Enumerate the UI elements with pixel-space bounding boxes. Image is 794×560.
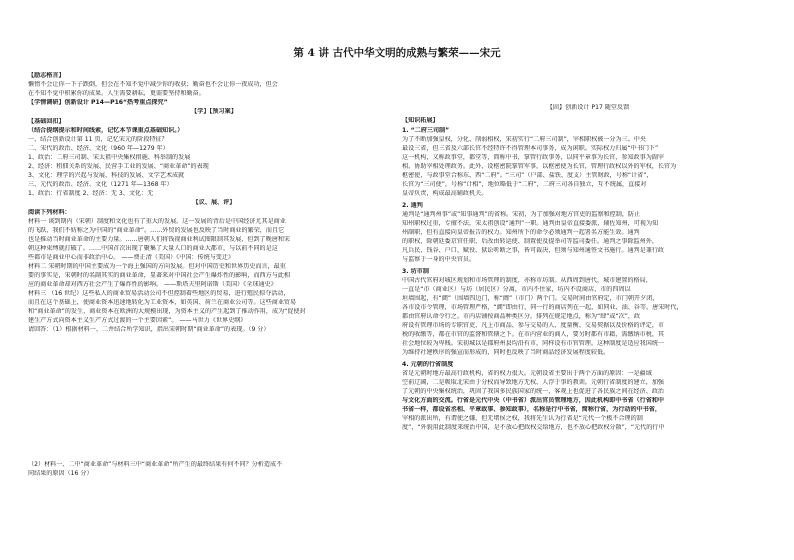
right-text-line: 【固】创新设计 P17 随堂反馈	[546, 104, 630, 111]
right-text-line: 书省一样，都设省丞相、平章政事、参知政事），名称是行中书省，简称行省，为行动的中书省，	[402, 406, 661, 413]
left-text-line: 和“商业革命”的发生，商业资本在欧洲的大规模出现，为资本主义的产生起到了推动作用，成为“促使封	[28, 308, 306, 315]
right-text-line: 枢密使，与政事堂合称东、西“二府”。“三司”（户部、盐铁、度支）主管财政，号称“计省”，	[402, 172, 653, 179]
left-text-line: 阅读下列材料：	[28, 209, 71, 216]
left-text-line: 1、政治：二府三司制、宋太祖中央集权措施、科举制的发展	[28, 154, 191, 161]
left-text-line: 三、元代的政治、经济、文化（1271 年—1368 年）	[28, 181, 173, 188]
right-text-line: 4. 元朝的行省制度	[402, 361, 454, 368]
left-text-line: 请回答：（1）根据材料一、二并结合所学知识，指出宋朝时期“商业革命”的表现。（9 分）	[28, 326, 270, 333]
right-text-line: 1. “二府三司制”	[402, 127, 450, 134]
left-text-line: （2）材料一、二中“商业革命”与材料三中“商业革命”所产生的最终结果有何不同？分析造成不	[28, 461, 283, 468]
right-text-line: 宰相的派出所，有谓使之嫌，但无堵侯之权，我将先生认为行省是“元代一个极不合理的制	[402, 415, 643, 422]
left-text-line: 【议、展、评】	[192, 199, 236, 206]
right-text-line: 府设有管理市场的专职官吏，凡上市商品、参与交易的人、度量衡、交易契据以及价格的评定，市	[402, 322, 665, 329]
left-text-line: 【励志格言】	[28, 72, 65, 79]
right-text-line: 为维持社建秩序的强宣而形成的，同时也反映了当时商品经济发展程度较低。	[402, 349, 610, 356]
left-text-line: 建生产方式向资本主义生产方式过渡的一个主要因素”。 ——马世力《世界史纲》	[28, 317, 247, 324]
right-text-line: 度”，“外貌用此制度来统治中国，是不放心把政权交给地方，也不放心把政权分散”，“元代的行中	[402, 424, 665, 431]
right-text-line: 垣墙围起，有“阛”（围墙四边门，称“阓”（市门）两个门。交易时间由官府定，市门朝开夕闭，	[402, 295, 659, 302]
right-text-line: 省是元朝时地方最高行政机构，省的权力很大。元朝设省主要出于两个方面的原因：一是疆域	[402, 370, 652, 377]
left-text-line: 也是推动当时商业革命的主要力量。……唐朝人们将钱视商业利试图限制其发展，但到了晚唐和宋	[28, 236, 291, 243]
right-text-line: 【知识拓展】	[402, 117, 439, 124]
right-text-line: 一直是“市（商业区）与坊（居民区）分离，市内不住家，坊内不设商店，市的四周以	[402, 286, 631, 293]
right-text-line: 空前辽阔，二是吸取北宋由于分权而导致地方无权、人浮于事的教训。元朝行省制度的建立，加强	[402, 379, 665, 386]
right-text-line: 这一机构，又称政事堂，都堂等，简称中书，掌管行政事务，以同平章事为长官，参知政事为副宰	[402, 154, 665, 161]
left-text-line: 在不知不觉中积累你的成果。人生需要耕耘，更需要坚持和勤奋。	[28, 90, 205, 97]
left-text-line: 【基础回扣】	[28, 118, 65, 125]
left-text-line: 2、经济：租佃关系的发展、民营手工业的发展、“商业革命”的表现	[28, 163, 209, 170]
left-text-line: （结合提纲提示和时间线索，记忆本节课重点基础知识。）	[28, 127, 184, 134]
left-text-line: 而且在这个基础上，使商业资本迅速地转化为工业资本，如英国、荷兰在商业公司等。这些商业贸易	[28, 299, 297, 306]
left-text-line: 【学】【预习案】	[191, 108, 237, 115]
right-text-line: 与监察于一身的中央官员。	[402, 256, 476, 263]
right-text-line: 税的收缴等，都在市官的监督和管辖之下。在市内营业的商人，要另时都有市籍，需缴纳市税，其	[402, 331, 665, 338]
right-text-line: 2. 通判	[402, 202, 423, 209]
left-text-line: 些都市是商业中心而非政治中心。 ——费正清（美国）《中国：传统与变迁》	[28, 254, 235, 261]
right-text-line: 与文化方面的交流。行省是元代中央（中书省）派出官员管理地方，因此机构即中书省（行省和中	[402, 397, 665, 404]
left-text-line: 材料一 谈到期内（宋朝）制度和文化也有了重大的发展。这一发展的背后是中国经济尤其是商业	[28, 218, 286, 225]
left-text-line: 一、结合创新设计第 11 页，记忆宋元的阶段特征？	[28, 136, 168, 143]
left-text-line: 材料二 宋朝时期的中国主要成为一个海上强国的方向发展。但对中国历史和世界历史而言，最重	[28, 263, 286, 270]
left-text-line: 懒惰不会让你一下子跌倒，但会在不知不觉中减少你的收获；勤奋也不会让你一夜成功，但会	[28, 81, 278, 88]
right-text-line: 相，协助宰相处理政务。此外，设枢密院掌管军事，以枢密使为长官，管理行政权以外的军权，长官为	[402, 163, 677, 170]
left-text-line: 1、政治：行省制度 2、经济：无 3、文化：无	[28, 190, 154, 197]
left-text-line: 二、宋代的政治、经济、文化（960 年—1279 年）	[28, 145, 169, 152]
right-text-line: 皇帝负责，构成最高辅政机关。	[402, 190, 488, 197]
left-text-line: 【学情调研】创新设计 P14—P16“热考重点探究”	[28, 99, 168, 106]
right-text-line: 中国古代官府对城区规划和市场管理的制度，亦称市坊制。从西周到唐代，城市建置的格局，	[402, 277, 652, 284]
right-text-line: 知州职权过重，专擅不法，宋太祖创设“通判”一职。通判由皇帝直接委派，辅佐知州，可视为知	[402, 220, 659, 227]
right-text-line: 长官为“三司使”，号称“计相”，地位略低于“二府”，二府三司各自独立，互不统属，直接对	[402, 181, 647, 188]
left-text-line: 的飞跃，我们不妨称之为中国的“商业革命”。……外贸的发展也反映了当时商业的繁荣，而且它	[28, 227, 285, 234]
left-text-line: 要的事实是，宋朝时的名副其实的商业革命，显著来对中国社会产生爆炸性的影响，而西方与此相	[28, 272, 291, 279]
right-text-line: 最设三省，但三省及六部长官不经特许不得管理本司事务，成为闲职。实际权力归属“中书门下”	[402, 145, 659, 152]
right-text-line: 各市设市令管理，市场管理严格，“阛”即由行，同一行的商店列在一起，如同业、油、谷等。唐宋时代，	[402, 304, 683, 311]
right-text-line: 通判是“通判州事”或“知事通判”的省称。宋初，为了加强对地方官吏的监察和控制，防止	[402, 211, 641, 218]
left-text-line: 3、文化：理学的兴起与发展、科技的发展、文学艺术成就	[28, 172, 185, 179]
right-text-line: 的职权，除朝廷委京官任职，后改由转运使、制置使及提举司等监司委任。通判之事除监州外，	[402, 238, 658, 245]
left-text-line: 应的商业革命却对西方社会产生了爆炸性的影响。 ——斯塔夫里阿诺斯（美国）《全球通史》	[28, 281, 277, 288]
right-text-line: 州副职，但有直接向皇帝报告的权力。知州所下的命令必须通判一起署名方能生效。通判	[402, 229, 640, 236]
left-text-line: 朝这种束缚就打破了。……中国首次出现了聚集了大量人口的商业大都市，与以前不同的是这	[28, 245, 278, 252]
right-text-line: 为了不断加强皇权，分化、削弱相权，宋初实行“二府三司制”，宰相职权被一分为三。中央	[402, 136, 646, 143]
right-text-line: 都由官府认命令行之。市内店铺按商品种类区分，排列在规定地点，称为“肆”或“次”，政	[402, 313, 641, 320]
right-text-line: 了元朝的中央集权统治，巩固了我国多民族国家的统一，客观上也促进了各民族之间在经济、政治	[402, 388, 665, 395]
right-text-line: 社会地位较为卑贱。宋初城以是郡府州县均沿有市，同样设有市官管理。这种制度是适应我国统一	[402, 340, 665, 347]
page-title: 第 4 讲 古代中华文明的成熟与繁荣——宋元	[293, 47, 501, 59]
left-text-line: 材料三 （16 世纪）这些私人的商业贸易活动公司不但控制着些地区的贸易，进行殖民掠夺活动，	[28, 290, 290, 297]
right-text-line: 3. 坊市制	[402, 268, 429, 275]
right-text-line: 凡兵民、钱谷、户口、赋役、狱讼听断之事，皆可裁决，但须与知州通签文书施行。通判是兼行政	[402, 247, 665, 254]
left-text-line: 同结果的原因（16 分）	[28, 470, 93, 477]
